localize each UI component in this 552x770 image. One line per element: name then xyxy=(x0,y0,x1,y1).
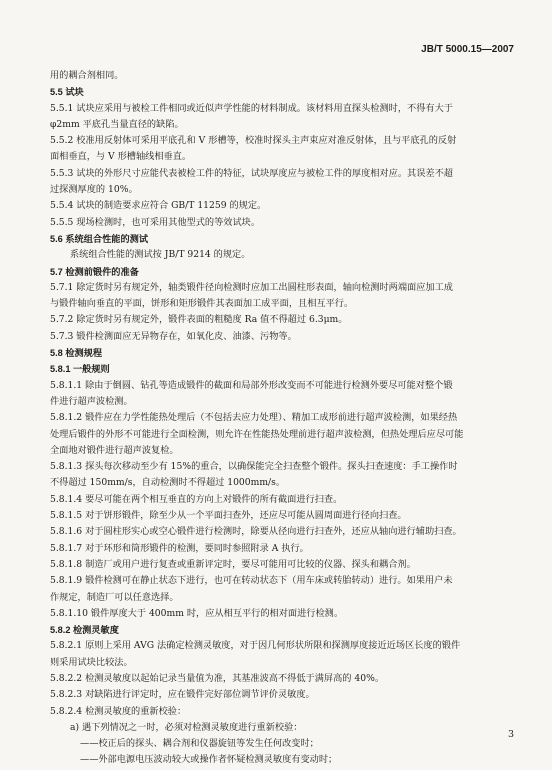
text-line: 5.8.1.5 对于饼形锻件，除至少从一个平面扫查外，还应尽可能从圆周面进行径向扫查。 xyxy=(50,510,407,522)
text-line: 不得超过 150mm/s，自动检测时不得超过 1000mm/s。 xyxy=(50,477,286,489)
text-line: 5.8.1.9 锻件检测可在静止状态下进行，也可在转动状态下（用车床或转胎转动）进行。如果用户未 xyxy=(50,575,453,587)
text-line: 5.8.1.8 制造厂或用户进行复查或重新评定时，要尽可能用可比较的仪器、探头和耦合剂。 xyxy=(50,558,416,570)
text-line: 作规定，制造厂可以任意选择。 xyxy=(50,591,179,603)
text-line: 件进行超声波检测。 xyxy=(50,395,133,407)
section-heading: 5.7 检测前锻件的准备 xyxy=(50,266,139,277)
text-line: 面相垂直，与 V 形槽轴线相垂直。 xyxy=(50,151,192,163)
text-line: 5.8.1.3 探头每次移动至少有 15%的重合，以确保能完全扫查整个锻件。探头扫查速度：手工操作时 xyxy=(50,461,458,473)
text-line: 5.7.1 除定货时另有规定外，轴类锻件径向检测时应加工出圆柱形表面，轴向检测时两端面应加工成 xyxy=(50,281,453,293)
text-line: 5.8.1.7 对于环形和筒形锻件的检测，要同时参照附录 A 执行。 xyxy=(50,542,309,554)
text-line: 过探测厚度的 10%。 xyxy=(50,184,138,196)
text-line: 5.8.2.2 检测灵敏度以起始记录当量值为准，其基准波高不得低于满屏高的 40%。 xyxy=(50,672,385,684)
text-line: 5.7.2 除定货时另有规定外，锻件表面的粗糙度 Ra 值不得超过 6.3μm。 xyxy=(50,314,348,326)
standard-id: JB/T 5000.15—2007 xyxy=(421,44,514,55)
text-line: 与锻件轴向垂直的平面，饼形和矩形锻件其表面加工成平面，且相互平行。 xyxy=(50,298,354,310)
text-line: 5.7.3 锻件检测面应无异物存在，如氧化皮、油漆、污物等。 xyxy=(50,330,297,342)
text-line: 5.8.1.6 对于圆柱形实心或空心锻件进行检测时，除要从径向进行扫查外，还应从轴向进行辅助扫查。 xyxy=(50,526,462,538)
text-line: 5.5.5 现场检测时，也可采用其他型式的等效试块。 xyxy=(50,216,261,228)
section-heading: 5.5 试块 xyxy=(50,87,84,98)
text-line: 5.8.2.3 对缺陷进行评定时，应在锻件完好部位调节评价灵敏度。 xyxy=(50,689,315,701)
section-heading: 5.6 系统组合性能的测试 xyxy=(50,233,149,244)
section-heading: 5.8 检测规程 xyxy=(50,348,103,359)
text-line: 5.8.1.10 锻件厚度大于 400mm 时，应从相互平行的相对面进行检测。 xyxy=(50,607,344,619)
text-line: 则采用试块比较法。 xyxy=(50,656,133,668)
section-heading: 5.8.1 一般规则 xyxy=(50,364,110,375)
text-line: 5.5.3 试块的外形尺寸应能代表被检工件的特征，试块厚度应与被检工件的厚度相对应。其误差不超 xyxy=(50,167,453,179)
text-line: 全面地对锻件进行超声波复检。 xyxy=(50,444,179,456)
section-heading: 5.8.2 检测灵敏度 xyxy=(50,625,119,636)
text-line: 系统组合性能的测试按 JB/T 9214 的规定。 xyxy=(70,249,251,261)
text-line: 5.5.4 试块的制造要求应符合 GB/T 11259 的规定。 xyxy=(50,200,267,212)
text-line: 5.8.1.2 锻件应在力学性能热处理后（不包括去应力处理）、精加工成形前进行超声波检测，如果经热 xyxy=(50,412,458,424)
text-line: a) 遇下列情况之一时，必须对检测灵敏度进行重新校验： xyxy=(70,721,303,733)
text-line: ——外部电源电压波动较大或操作者怀疑检测灵敏度有变动时； xyxy=(80,754,338,766)
text-line: 5.5.2 校准用反射体可采用平底孔和 V 形槽等，校准时探头主声束应对准反射体，且与平底孔的反射 xyxy=(50,135,457,147)
text-line: 用的耦合剂相同。 xyxy=(50,70,124,81)
text-line: 5.8.1.4 要尽可能在两个相互垂直的方向上对锻件的所有截面进行扫查。 xyxy=(50,493,343,505)
text-line: 5.8.1.1 除由于倒圆、钻孔等造成锻件的截面和局部外形改变而不可能进行检测外要尽可能对整个锻 xyxy=(50,379,453,391)
text-line: 5.8.2.1 原则上采用 AVG 法确定检测灵敏度，对于因几何形状所限和探测厚度接近近场区长度的锻件 xyxy=(50,640,461,652)
page-number: 3 xyxy=(507,729,514,740)
text-line: ——校正后的探头、耦合剂和仪器旋钮等发生任何改变时； xyxy=(80,738,319,750)
document-body xyxy=(50,68,512,769)
text-line: 5.5.1 试块应采用与被检工件相同或近似声学性能的材料制成。该材料用直探头检测时，不得有大于 xyxy=(50,102,453,114)
text-line: 5.8.2.4 检测灵敏度的重新校验： xyxy=(50,705,187,717)
text-line: 处理后锻件的外形不可能进行全面检测，则允许在性能热处理前进行超声波检测，但热处理后应尽可能 xyxy=(50,428,464,440)
text-line: φ2mm 平底孔当量直径的缺陷。 xyxy=(50,118,184,130)
